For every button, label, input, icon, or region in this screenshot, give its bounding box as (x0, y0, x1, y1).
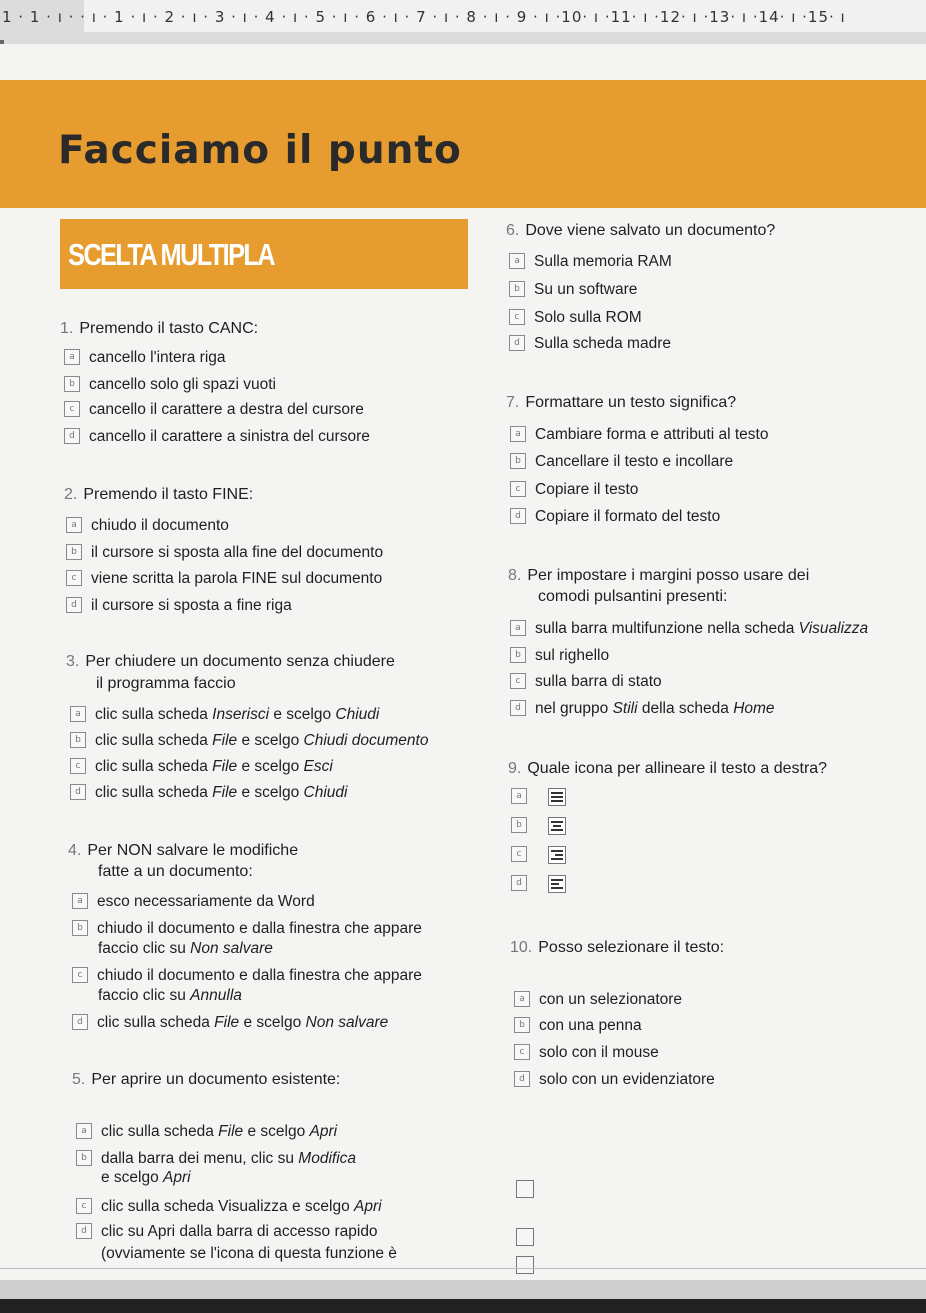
checkbox-a[interactable]: a (72, 893, 88, 909)
checkbox-d[interactable]: d (76, 1223, 92, 1239)
answer-option (76, 1149, 356, 1169)
checkbox-a[interactable]: a (510, 620, 526, 636)
question-number: 3. (66, 653, 80, 670)
answer-option (510, 480, 638, 500)
option-text: Su un software (534, 281, 638, 298)
checkbox-a[interactable]: a (66, 517, 82, 533)
option-text: sul righello (535, 647, 610, 664)
question-6 (506, 220, 775, 241)
checkbox-c[interactable]: c (76, 1198, 92, 1214)
option-text: viene scritta la parola FINE sul documento (91, 570, 383, 587)
option-text: solo con il mouse (539, 1044, 659, 1061)
answer-option (510, 452, 733, 472)
checkbox-a[interactable]: a (511, 788, 527, 804)
question-2 (64, 484, 253, 505)
option-text: cancello solo gli spazi vuoti (89, 376, 276, 393)
option-text-italic: File (212, 784, 238, 801)
answer-option (66, 596, 292, 616)
option-text: esco necessariamente da Word (97, 893, 315, 910)
answer-option (64, 348, 226, 368)
checkbox-b[interactable]: b (76, 1150, 92, 1166)
option-text: chiudo il documento (91, 517, 229, 534)
option-text-italic: Inserisci (212, 706, 270, 723)
question-3-line2: il programma faccio (96, 675, 236, 692)
answer-option (511, 845, 566, 865)
answer-option (64, 400, 364, 420)
question-text: Per chiudere un documento senza chiudere (85, 653, 395, 670)
question-number: 4. (68, 842, 82, 859)
option-text-italic: File (218, 1123, 244, 1140)
option-text-italic: Stili (612, 700, 638, 717)
answer-option (514, 1043, 659, 1063)
align-justify-icon (548, 788, 566, 806)
checkbox-d[interactable]: d (510, 700, 526, 716)
question-9 (508, 758, 827, 779)
align-center-icon (548, 817, 566, 835)
answer-option (510, 699, 775, 719)
question-text: Per aprire un documento esistente: (91, 1071, 341, 1088)
answer-option (70, 731, 428, 751)
answer-option (76, 1222, 378, 1242)
option-text: e scelgo (101, 1169, 164, 1186)
option-text-italic: Chiudi (335, 706, 380, 723)
checkbox-a[interactable]: a (70, 706, 86, 722)
empty-checkbox[interactable] (516, 1256, 534, 1274)
checkbox-b[interactable]: b (64, 376, 80, 392)
question-text: Per impostare i margini posso usare dei (527, 567, 810, 584)
checkbox-c[interactable]: c (514, 1044, 530, 1060)
answer-option-cont (101, 1168, 191, 1188)
option-text: Copiare il formato del testo (535, 508, 721, 525)
question-5 (72, 1069, 340, 1090)
option-text-italic: File (212, 758, 238, 775)
option-text: Sulla memoria RAM (534, 253, 672, 270)
answer-option (64, 375, 276, 395)
checkbox-a[interactable]: a (514, 991, 530, 1007)
question-number: 1. (60, 320, 74, 337)
option-text: clic sulla scheda (95, 758, 213, 775)
question-text: Formattare un testo significa? (525, 394, 737, 411)
answer-option (510, 425, 768, 445)
option-text-italic: Apri (354, 1198, 382, 1215)
empty-checkbox[interactable] (516, 1180, 534, 1198)
option-text: Solo sulla ROM (534, 309, 642, 326)
answer-option-cont (98, 939, 273, 959)
answer-option (511, 816, 566, 836)
answer-option (509, 280, 637, 300)
option-text: chiudo il documento e dalla finestra che appare (97, 967, 422, 984)
answer-option (76, 1122, 337, 1142)
answer-option (66, 543, 383, 563)
checkbox-b[interactable]: b (510, 453, 526, 469)
checkbox-c[interactable]: c (509, 309, 525, 325)
checkbox-d[interactable]: d (72, 1014, 88, 1030)
answer-option (72, 966, 422, 986)
checkbox-a[interactable]: a (509, 253, 525, 269)
option-text: Cancellare il testo e incollare (535, 453, 734, 470)
checkbox-c[interactable]: c (510, 481, 526, 497)
ruler (0, 0, 926, 45)
option-text-italic: Non salvare (305, 1014, 389, 1031)
question-text: Per NON salvare le modifiche (87, 842, 299, 859)
option-text-italic: Non salvare (190, 940, 273, 957)
page-edge (0, 1268, 926, 1269)
answer-option (509, 334, 671, 354)
checkbox-d[interactable]: d (66, 597, 82, 613)
option-text: e scelgo (243, 1123, 310, 1140)
answer-option (514, 990, 682, 1010)
question-4 (68, 840, 298, 861)
option-text: con un selezionatore (539, 991, 683, 1008)
option-text: clic sulla scheda Visualizza e scelgo (101, 1198, 355, 1215)
option-text: Copiare il testo (535, 481, 639, 498)
question-4-line2: fatte a un documento: (98, 863, 253, 880)
question-8 (508, 565, 809, 586)
option-text: clic sulla scheda (95, 732, 213, 749)
option-text: Sulla scheda madre (534, 335, 671, 352)
option-text-italic: Home (733, 700, 775, 717)
option-text: faccio clic su (98, 987, 191, 1004)
option-text-italic: Chiudi (303, 784, 348, 801)
checkbox-b[interactable]: b (66, 544, 82, 560)
window-bottom (0, 1280, 926, 1313)
option-text: sulla barra di stato (535, 673, 662, 690)
answer-option-cont (98, 986, 242, 1006)
option-text: cancello il carattere a destra del cursore (89, 401, 364, 418)
answer-option (514, 1016, 642, 1036)
question-7 (506, 392, 736, 413)
option-text-italic: File (214, 1014, 240, 1031)
checkbox-b[interactable]: b (72, 920, 88, 936)
option-text: clic sulla scheda (95, 784, 213, 801)
checkbox-c[interactable]: c (511, 846, 527, 862)
option-text: clic sulla scheda (97, 1014, 215, 1031)
option-text: Cambiare forma e attributi al testo (535, 426, 769, 443)
option-text-italic: File (212, 732, 238, 749)
question-number: 6. (506, 222, 520, 239)
checkbox-b[interactable]: b (509, 281, 525, 297)
checkbox-d[interactable]: d (511, 875, 527, 891)
question-text: Posso selezionare il testo: (538, 939, 725, 956)
checkbox-b[interactable]: b (514, 1017, 530, 1033)
answer-option (511, 787, 566, 807)
checkbox-d[interactable]: d (70, 784, 86, 800)
answer-option (72, 892, 315, 912)
checkbox-d[interactable]: d (509, 335, 525, 351)
option-text: con una penna (539, 1017, 642, 1034)
option-text-italic: Visualizza (798, 620, 869, 637)
empty-checkbox[interactable] (516, 1228, 534, 1246)
question-number: 8. (508, 567, 522, 584)
answer-option (70, 757, 333, 777)
section-header (60, 219, 468, 289)
option-text: sulla barra multifunzione nella scheda (535, 620, 799, 637)
answer-option (64, 427, 370, 447)
answer-option (514, 1070, 715, 1090)
checkbox-d[interactable]: d (64, 428, 80, 444)
checkbox-a[interactable]: a (64, 349, 80, 365)
question-number: 2. (64, 486, 78, 503)
question-10 (510, 937, 724, 958)
option-text: faccio clic su (98, 940, 191, 957)
question-text: Premendo il tasto FINE: (83, 486, 254, 503)
question-number: 9. (508, 760, 522, 777)
question-1 (60, 318, 258, 339)
answer-option (66, 569, 382, 589)
option-text: clic su Apri dalla barra di accesso rapido (101, 1223, 378, 1240)
option-text-italic: Apri (309, 1123, 338, 1140)
option-text: nel gruppo (535, 700, 613, 717)
answer-option (510, 672, 662, 692)
answer-option (66, 516, 229, 536)
option-text: solo con un evidenziatore (539, 1071, 715, 1088)
checkbox-d[interactable]: d (514, 1071, 530, 1087)
checkbox-b[interactable]: b (511, 817, 527, 833)
answer-option (510, 646, 609, 666)
answer-option (510, 619, 868, 639)
checkbox-c[interactable]: c (70, 758, 86, 774)
answer-option (70, 705, 379, 725)
option-text: chiudo il documento e dalla finestra che appare (97, 920, 422, 937)
align-right-icon (548, 846, 566, 864)
option-text: e scelgo (239, 1014, 306, 1031)
answer-option (509, 308, 642, 328)
checkbox-c[interactable]: c (64, 401, 80, 417)
option-text-italic: Modifica (298, 1150, 357, 1167)
option-text: il cursore si sposta a fine riga (91, 597, 292, 614)
checkbox-b[interactable]: b (510, 647, 526, 663)
checkbox-c[interactable]: c (510, 673, 526, 689)
option-text: clic sulla scheda (101, 1123, 219, 1140)
answer-option (509, 252, 672, 272)
option-text: e scelgo (237, 732, 304, 749)
question-number: 10. (510, 939, 533, 956)
question-text: Quale icona per allineare il testo a destra? (527, 760, 828, 777)
question-text: Dove viene salvato un documento? (525, 222, 776, 239)
answer-option (511, 874, 566, 894)
option-text-italic: Annulla (190, 987, 242, 1004)
question-number: 5. (72, 1071, 86, 1088)
option-text-italic: Apri (163, 1169, 191, 1186)
option-text: cancello l'intera riga (89, 349, 226, 366)
checkbox-c[interactable]: c (66, 570, 82, 586)
answer-option (76, 1197, 382, 1217)
answer-option (72, 1013, 388, 1033)
answer-option (72, 919, 422, 939)
answer-option (70, 783, 347, 803)
question-text: Premendo il tasto CANC: (79, 320, 259, 337)
option-text-italic: Esci (303, 758, 333, 775)
option-text: della scheda (637, 700, 734, 717)
option-text: clic sulla scheda (95, 706, 213, 723)
option-text: dalla barra dei menu, clic su (101, 1150, 299, 1167)
question-8-line2: comodi pulsantini presenti: (538, 588, 728, 605)
option-text: e scelgo (237, 758, 304, 775)
page-title: Facciamo il punto (58, 128, 462, 173)
option-text: il cursore si sposta alla fine del documento (91, 544, 384, 561)
answer-option (510, 507, 720, 527)
checkbox-d[interactable]: d (510, 508, 526, 524)
screen-bezel (0, 1299, 926, 1313)
checkbox-a[interactable]: a (76, 1123, 92, 1139)
answer-option-cont: (ovviamente se l'icona di questa funzione è (101, 1245, 397, 1262)
option-text: e scelgo (237, 784, 304, 801)
checkbox-b[interactable]: b (70, 732, 86, 748)
checkbox-c[interactable]: c (72, 967, 88, 983)
option-text: cancello il carattere a sinistra del cursore (89, 428, 370, 445)
checkbox-a[interactable]: a (510, 426, 526, 442)
question-number: 7. (506, 394, 520, 411)
title-banner (0, 80, 926, 208)
option-text-italic: Chiudi documento (303, 732, 429, 749)
question-3 (66, 651, 395, 672)
option-text: e scelgo (269, 706, 336, 723)
section-label: SCELTA MULTIPLA (68, 237, 275, 272)
ruler-scale: 1 · 1 · ı · · ı · 1 · ı · 2 · ı · 3 · ı · 4 · ı · 5 · ı · 6 · ı · 7 · ı · 8 · ı · 9 · ı ·10· ı ·11· ı ·12· ı ·13· ı ·14· ı ·15· ı (2, 8, 846, 26)
align-left-icon (548, 875, 566, 893)
